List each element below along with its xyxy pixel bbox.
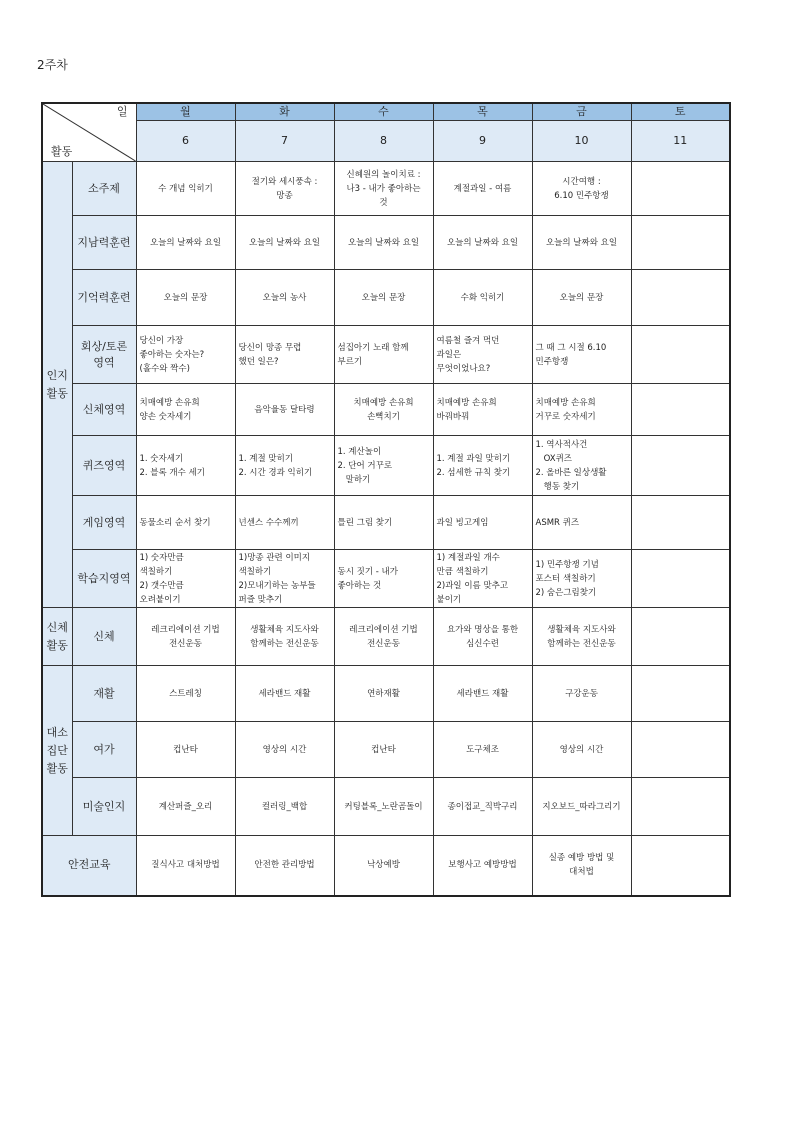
schedule-cell: 치매예방 손유희 양손 숫자세기 bbox=[136, 384, 235, 436]
schedule-cell: 영상의 시간 bbox=[235, 722, 334, 778]
schedule-row bbox=[42, 436, 730, 496]
category-physical: 신체 활동 bbox=[42, 608, 72, 666]
day-sat: 토 bbox=[631, 103, 730, 121]
schedule-cell: ASMR 퀴즈 bbox=[532, 496, 631, 550]
day-wed: 수 bbox=[334, 103, 433, 121]
schedule-row bbox=[42, 384, 730, 436]
schedule-cell: 넌센스 수수께끼 bbox=[235, 496, 334, 550]
schedule-cell: 연하재활 bbox=[334, 666, 433, 722]
schedule-cell: 오늘의 문장 bbox=[532, 270, 631, 326]
week-label: 2주차 bbox=[37, 58, 68, 72]
schedule-cell bbox=[631, 778, 730, 836]
schedule-cell bbox=[631, 496, 730, 550]
day-mon: 월 bbox=[136, 103, 235, 121]
schedule-cell: 1)망종 관련 이미지 색칠하기 2)모내기하는 농부들 퍼즐 맞추기 bbox=[235, 550, 334, 608]
schedule-cell: 세라밴드 재활 bbox=[235, 666, 334, 722]
schedule-cell bbox=[631, 326, 730, 384]
schedule-cell: 오늘의 문장 bbox=[334, 270, 433, 326]
corner-cell bbox=[42, 103, 136, 162]
schedule-cell: 생활체육 지도사와 함께하는 전신운동 bbox=[235, 608, 334, 666]
schedule-cell: 생활체육 지도사와 함께하는 전신운동 bbox=[532, 608, 631, 666]
row-label: 재활 bbox=[72, 666, 136, 722]
schedule-cell: 그 때 그 시절 6.10 민주항쟁 bbox=[532, 326, 631, 384]
category-safety: 안전교육 bbox=[42, 836, 136, 896]
schedule-cell: 오늘의 농사 bbox=[235, 270, 334, 326]
schedule-cell: 섬집아기 노래 함께 부르기 bbox=[334, 326, 433, 384]
schedule-cell: 스트레칭 bbox=[136, 666, 235, 722]
date-mon: 6 bbox=[136, 121, 235, 162]
schedule-cell bbox=[631, 162, 730, 216]
schedule-cell: 여름철 즐겨 먹던 과일은 무엇이었나요? bbox=[433, 326, 532, 384]
schedule-cell: 음악율동 달타령 bbox=[235, 384, 334, 436]
schedule-cell: 구강운동 bbox=[532, 666, 631, 722]
schedule-row bbox=[42, 326, 730, 384]
schedule-cell: 보행사고 예방방법 bbox=[433, 836, 532, 896]
date-fri: 10 bbox=[532, 121, 631, 162]
row-label: 회상/토론 영역 bbox=[72, 326, 136, 384]
category-cognitive: 인지 활동 bbox=[42, 162, 72, 608]
schedule-cell: 신혜원의 놀이치료 : 나3 - 내가 좋아하는 것 bbox=[334, 162, 433, 216]
schedule-cell: 1. 숫자세기 2. 블록 개수 세기 bbox=[136, 436, 235, 496]
schedule-cell: 오늘의 문장 bbox=[136, 270, 235, 326]
schedule-cell: 지오보드_따라그리기 bbox=[532, 778, 631, 836]
schedule-cell: 1) 민주항쟁 기념 포스터 색칠하기 2) 숨은그림찾기 bbox=[532, 550, 631, 608]
schedule-row bbox=[42, 550, 730, 608]
row-label: 지남력훈련 bbox=[72, 216, 136, 270]
schedule-cell: 질식사고 대처방법 bbox=[136, 836, 235, 896]
schedule-cell: 오늘의 날짜와 요일 bbox=[235, 216, 334, 270]
schedule-cell: 시간여행 : 6.10 민주항쟁 bbox=[532, 162, 631, 216]
schedule-cell: 오늘의 날짜와 요일 bbox=[334, 216, 433, 270]
weekly-schedule-table bbox=[41, 102, 731, 897]
schedule-cell: 세라밴드 재활 bbox=[433, 666, 532, 722]
schedule-cell bbox=[631, 722, 730, 778]
schedule-row bbox=[42, 608, 730, 666]
schedule-row bbox=[42, 270, 730, 326]
schedule-row bbox=[42, 722, 730, 778]
schedule-cell: 1. 계절 맞히기 2. 시간 경과 익히기 bbox=[235, 436, 334, 496]
schedule-cell bbox=[631, 270, 730, 326]
schedule-cell: 레크리에이션 기법 전신운동 bbox=[136, 608, 235, 666]
schedule-cell: 영상의 시간 bbox=[532, 722, 631, 778]
corner-activity-label: 활동 bbox=[51, 145, 73, 158]
schedule-cell bbox=[631, 836, 730, 896]
schedule-cell: 오늘의 날짜와 요일 bbox=[136, 216, 235, 270]
schedule-cell bbox=[631, 216, 730, 270]
date-thu: 9 bbox=[433, 121, 532, 162]
corner-day-label: 일 bbox=[116, 105, 128, 118]
schedule-cell bbox=[631, 550, 730, 608]
schedule-cell: 컵난타 bbox=[136, 722, 235, 778]
header-day-row bbox=[42, 103, 730, 121]
day-thu: 목 bbox=[433, 103, 532, 121]
schedule-cell: 계산퍼즐_오리 bbox=[136, 778, 235, 836]
schedule-row bbox=[42, 216, 730, 270]
schedule-row bbox=[42, 496, 730, 550]
schedule-cell: 안전한 관리방법 bbox=[235, 836, 334, 896]
row-label: 기억력훈련 bbox=[72, 270, 136, 326]
schedule-cell: 낙상예방 bbox=[334, 836, 433, 896]
schedule-cell: 오늘의 날짜와 요일 bbox=[433, 216, 532, 270]
schedule-cell: 실종 예방 방법 및 대처법 bbox=[532, 836, 631, 896]
schedule-cell: 당신이 망종 무렵 했던 일은? bbox=[235, 326, 334, 384]
schedule-cell bbox=[631, 666, 730, 722]
day-tue: 화 bbox=[235, 103, 334, 121]
date-tue: 7 bbox=[235, 121, 334, 162]
schedule-row bbox=[42, 836, 730, 896]
date-wed: 8 bbox=[334, 121, 433, 162]
schedule-cell: 커팅블록_노란곰돌이 bbox=[334, 778, 433, 836]
schedule-cell: 1. 역사적사건 OX퀴즈 2. 올바른 일상생활 행동 찾기 bbox=[532, 436, 631, 496]
schedule-cell: 동시 짓기 - 내가 좋아하는 것 bbox=[334, 550, 433, 608]
schedule-cell: 레크리에이션 기법 전신운동 bbox=[334, 608, 433, 666]
row-label: 학습지영역 bbox=[72, 550, 136, 608]
schedule-cell: 1) 숫자만큼 색칠하기 2) 갯수만큼 오려붙이기 bbox=[136, 550, 235, 608]
schedule-cell: 오늘의 날짜와 요일 bbox=[532, 216, 631, 270]
schedule-row bbox=[42, 778, 730, 836]
schedule-cell: 계절과일 - 여름 bbox=[433, 162, 532, 216]
schedule-cell: 종이접교_직박구리 bbox=[433, 778, 532, 836]
row-label: 여가 bbox=[72, 722, 136, 778]
schedule-cell: 도구체조 bbox=[433, 722, 532, 778]
header-date-row bbox=[42, 121, 730, 162]
day-fri: 금 bbox=[532, 103, 631, 121]
row-label: 게임영역 bbox=[72, 496, 136, 550]
schedule-cell bbox=[631, 384, 730, 436]
schedule-row bbox=[42, 162, 730, 216]
schedule-cell: 틀린 그림 찾기 bbox=[334, 496, 433, 550]
row-label: 신체영역 bbox=[72, 384, 136, 436]
row-label: 미술인지 bbox=[72, 778, 136, 836]
schedule-cell: 당신이 가장 좋아하는 숫자는? (홀수와 짝수) bbox=[136, 326, 235, 384]
schedule-row bbox=[42, 666, 730, 722]
schedule-cell: 수 개념 익히기 bbox=[136, 162, 235, 216]
row-label: 소주제 bbox=[72, 162, 136, 216]
schedule-cell: 과일 빙고게임 bbox=[433, 496, 532, 550]
schedule-cell: 컬러링_백합 bbox=[235, 778, 334, 836]
schedule-cell: 절기와 세시풍속 : 망종 bbox=[235, 162, 334, 216]
schedule-cell: 치매예방 손유희 손뼉치기 bbox=[334, 384, 433, 436]
category-group: 대소 집단 활동 bbox=[42, 666, 72, 836]
schedule-cell: 요가와 명상을 통한 심신수련 bbox=[433, 608, 532, 666]
date-sat: 11 bbox=[631, 121, 730, 162]
schedule-cell: 1) 계절과일 개수 만큼 색칠하기 2)과일 이름 맞추고 붙이기 bbox=[433, 550, 532, 608]
schedule-cell bbox=[631, 608, 730, 666]
schedule-cell: 치매예방 손유희 거꾸로 숫자세기 bbox=[532, 384, 631, 436]
schedule-cell: 동물소리 순서 찾기 bbox=[136, 496, 235, 550]
schedule-cell: 컵난타 bbox=[334, 722, 433, 778]
row-label: 퀴즈영역 bbox=[72, 436, 136, 496]
row-label: 신체 bbox=[72, 608, 136, 666]
schedule-cell: 수화 익히기 bbox=[433, 270, 532, 326]
schedule-cell: 1. 계산놀이 2. 단어 거꾸로 말하기 bbox=[334, 436, 433, 496]
schedule-cell: 1. 계절 과일 맞히기 2. 섬세한 규칙 찾기 bbox=[433, 436, 532, 496]
schedule-cell: 치매예방 손유희 바꿔바꿔 bbox=[433, 384, 532, 436]
schedule-cell bbox=[631, 436, 730, 496]
